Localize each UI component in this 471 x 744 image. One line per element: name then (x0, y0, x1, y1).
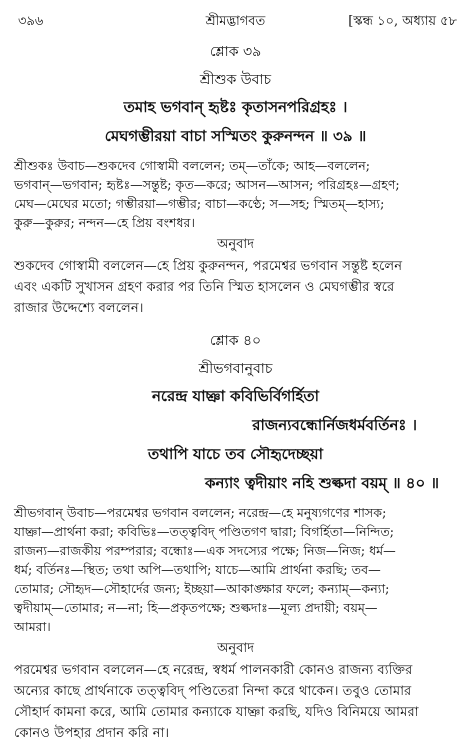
verse-40-line-1: নরেন্দ্র যাচ্ঞা কবিভির্বিগর্হিতা (151, 387, 320, 405)
synonym-line: যাচ্ঞা—প্রার্থনা করা; কবিভিঃ—তত্ত্ববিদ্ পণ্ডিতগণ দ্বারা; বিগর্হিতা—নিন্দিত; (14, 524, 395, 539)
page-number: ৩৯৬ (18, 14, 44, 29)
verse-40-translation-heading: অনুবাদ (217, 641, 254, 656)
canto-chapter-label: [স্কন্ধ ১০, অধ্যায় ৫৮ (348, 14, 457, 29)
verse-39-synonyms (14, 156, 457, 232)
synonym-line: ভগবান্—ভগবান; হৃষ্টঃ—সন্তুষ্ট; কৃত—করে; আসন—আসন; পরিগ্রহঃ—গ্রহণ; (14, 177, 400, 192)
synonym-line: শ্রীভগবান্ উবাচ—পরমেশ্বর ভগবান বললেন; নরেন্দ্র—হে মনুষ্যগণের শাসক; (14, 505, 387, 520)
verse-40-speaker: শ্রীভগবানুবাচ (198, 361, 273, 377)
page (14, 10, 457, 744)
verse-40-heading: শ্লোক ৪০ (209, 333, 262, 349)
synonym-line: তোমার; সৌহৃদ—সৌহার্দের জন্য; ইচ্ছয়া—আকাঙ্ক্ষার ফলে; কন্যাম্—কন্যা; (14, 581, 390, 596)
verse-40-translation (14, 660, 457, 744)
translation-line: এবং একটি সুখাসন গ্রহণ করার পর তিনি স্মিত হাসলেন ও মেঘগম্ভীর স্বরে (14, 280, 395, 295)
verse-39-heading: শ্লোক ৩৯ (209, 44, 262, 60)
verse-39-speaker: শ্রীশুক উবাচ (199, 72, 272, 88)
translation-line: পরমেশ্বর ভগবান বললেন—হে নরেন্দ্র, স্বধর্ম পালনকারী কোনও রাজন্য ব্যক্তির (14, 663, 413, 678)
translation-line: শুকদেব গোস্বামী বললেন—হে প্রিয় কুরুনন্দন, পরমেশ্বর ভগবান সন্তুষ্ট হলেন (14, 259, 403, 274)
verse-39-line-2: মেঘগম্ভীরয়া বাচা সস্মিতং কুরুনন্দন ॥ ৩৯ ॥ (104, 127, 367, 145)
verse-40-line-3: তথাপি যাচে তব সৌহৃদেচ্ছয়া (148, 445, 323, 463)
synonym-line: শ্রীশুকঃ উবাচ—শুকদেব গোস্বামী বললেন; তম্—তাঁকে; আহ—বললেন; (14, 158, 370, 173)
verse-40-line-2: রাজন্যবন্ধোর্নিজধর্মবর্তিনঃ । (252, 416, 417, 434)
verse-39-line-1: তমাহ ভগবান্ হৃষ্টঃ কৃতাসনপরিগ্রহঃ । (123, 98, 348, 116)
translation-line: অন্যের কাছে প্রার্থনাকে তত্ত্ববিদ্ পণ্ডিতেরা নিন্দা করে থাকেন। তবুও তোমার (14, 684, 412, 699)
synonym-line: কুরু—কুরুর; নন্দন—হে প্রিয় বংশধর। (14, 215, 195, 230)
translation-line: কোনও উপহার প্রদান করি না। (14, 726, 170, 741)
translation-line: রাজার উদ্দেশ্যে বললেন। (14, 301, 144, 316)
translation-line: সৌহার্দ কামনা করে, আমি তোমার কন্যাকে যাচ্ঞা করছি, যদিও বিনিময়ে আমরা (14, 705, 419, 720)
verse-39-translation (14, 256, 457, 319)
verse-40-synonyms (14, 503, 457, 636)
verse-40-line-4: কন্যাং ত্বদীয়াং নহি শুল্কদা বয়ম্ ॥ ৪০ ॥ (205, 474, 439, 492)
synonym-line: আমরা। (14, 619, 51, 634)
synonym-line: রাজন্য—রাজকীয় পরম্পরার; বন্ধোঃ—এক সদস্যের পক্ষে; নিজ—নিজ; ধর্ম— (14, 543, 396, 558)
synonym-line: ত্বদীয়াম্—তোমার; ন—না; হি—প্রকৃতপক্ষে; শুল্কদাঃ—মূল্য প্রদায়ী; বয়ম্— (14, 600, 378, 615)
page-header (14, 10, 457, 32)
synonym-line: ধর্ম; বর্তিনঃ—স্থিত; তথা অপি—তথাপি; যাচে—আমি প্রার্থনা করছি; তব— (14, 562, 381, 577)
book-title: শ্রীমদ্ভাগবত (205, 14, 266, 29)
verse-39-translation-heading: অনুবাদ (217, 237, 254, 252)
synonym-line: মেঘ—মেঘের মতো; গম্ভীরয়া—গম্ভীর; বাচা—কণ্ঠে; স—সহ; স্মিতম্—হাস্য; (14, 196, 385, 211)
